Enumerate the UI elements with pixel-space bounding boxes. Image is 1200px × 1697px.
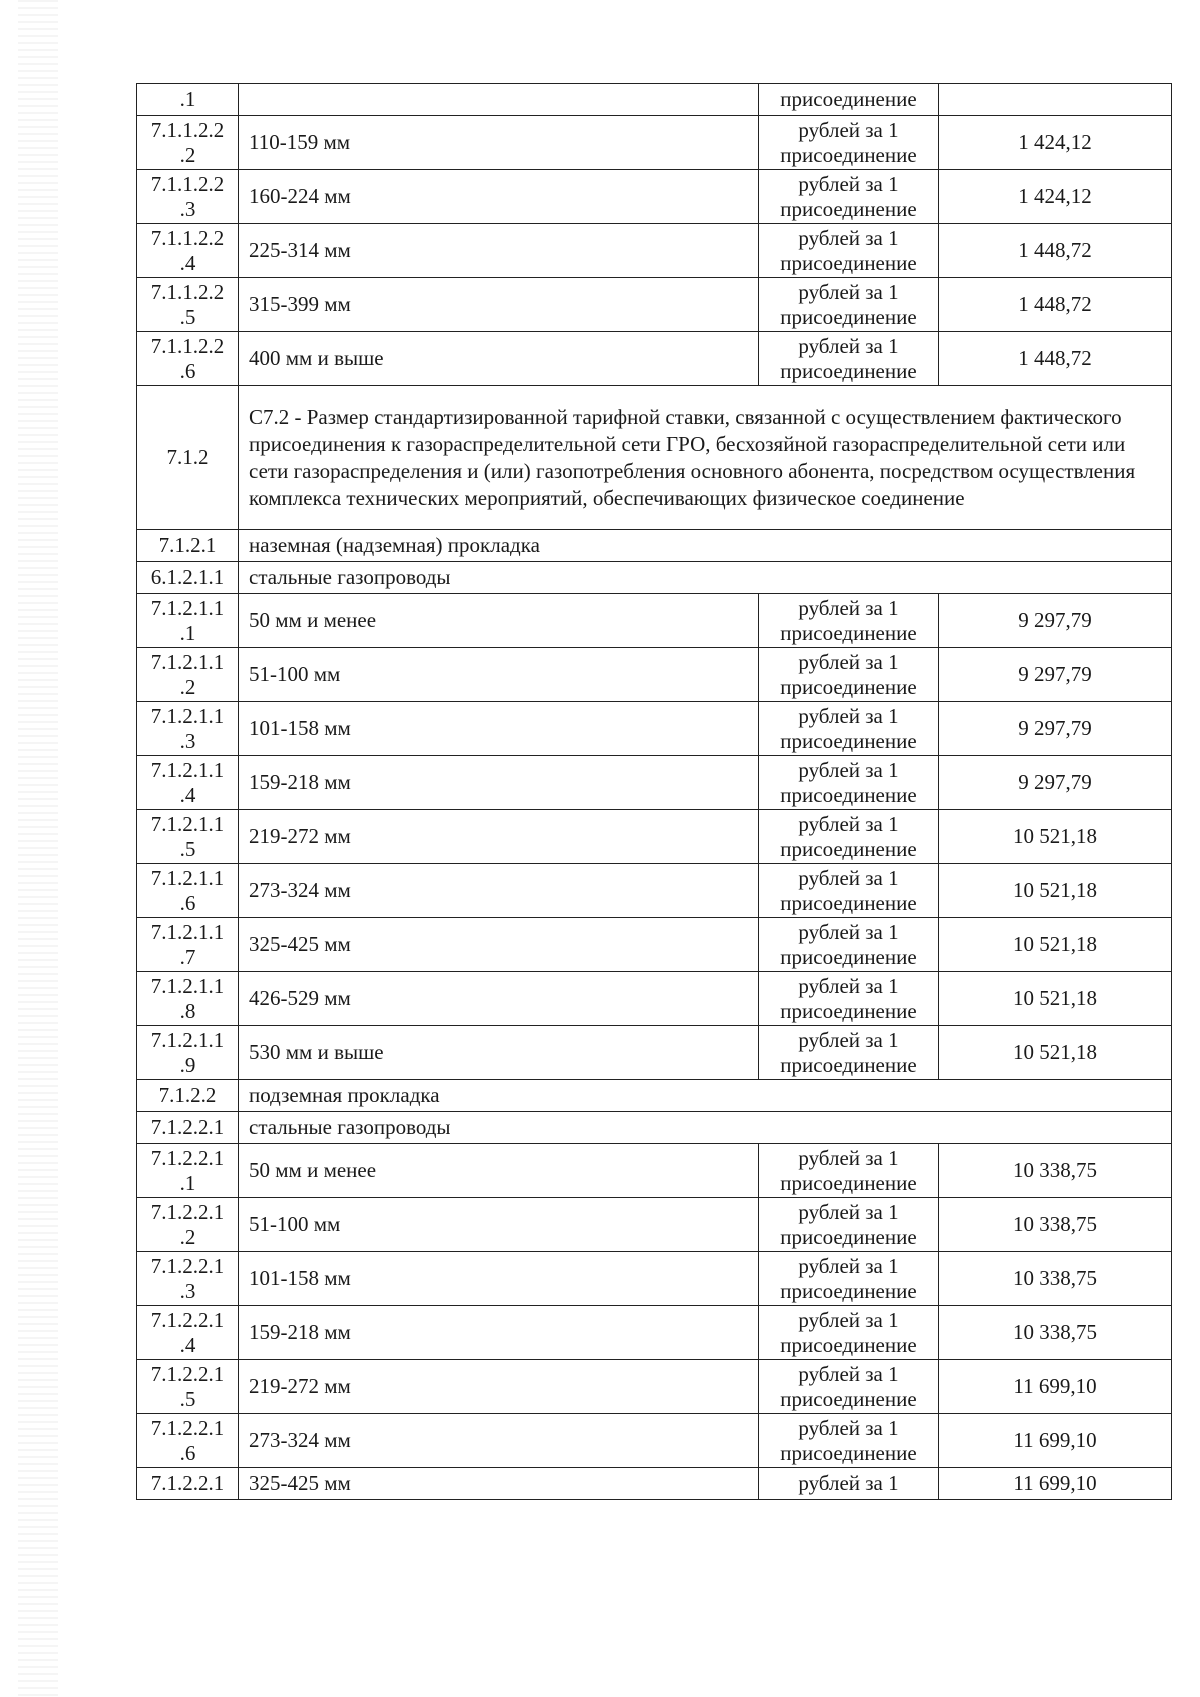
tariff-table (136, 83, 1172, 1500)
table-row (137, 386, 1172, 530)
row-code: 7.1.2.2.1 .6 (137, 1414, 239, 1468)
row-unit: рублей за 1 присоединение (759, 1306, 939, 1360)
row-unit: рублей за 1 присоединение (759, 594, 939, 648)
row-diameter: 219-272 мм (239, 1360, 759, 1414)
row-rate-value (939, 84, 1172, 116)
row-unit: рублей за 1 присоединение (759, 864, 939, 918)
table-row (137, 1026, 1172, 1080)
row-unit: рублей за 1 присоединение (759, 1414, 939, 1468)
row-code: 7.1.2.2 (137, 1080, 239, 1112)
row-unit: рублей за 1 присоединение (759, 648, 939, 702)
row-code: 7.1.2.2.1 (137, 1468, 239, 1500)
row-code: 7.1.2.1.1 .1 (137, 594, 239, 648)
row-code: 7.1.1.2.2 .4 (137, 224, 239, 278)
row-unit: рублей за 1 присоединение (759, 756, 939, 810)
row-code: 7.1.1.2.2 .6 (137, 332, 239, 386)
row-rate-value: 10 521,18 (939, 972, 1172, 1026)
row-rate-value: 10 521,18 (939, 810, 1172, 864)
table-row (137, 1414, 1172, 1468)
row-code: 7.1.2.1.1 .2 (137, 648, 239, 702)
row-diameter: 159-218 мм (239, 1306, 759, 1360)
section-title: наземная (надземная) прокладка (239, 530, 1172, 562)
table-row (137, 1144, 1172, 1198)
row-unit: рублей за 1 присоединение (759, 702, 939, 756)
row-code: 7.1.2.1.1 .3 (137, 702, 239, 756)
row-rate-value: 10 521,18 (939, 918, 1172, 972)
table-row (137, 278, 1172, 332)
row-rate-value: 1 424,12 (939, 170, 1172, 224)
row-code: 7.1.2 (137, 386, 239, 530)
row-diameter: 225-314 мм (239, 224, 759, 278)
table-row (137, 918, 1172, 972)
section-title: подземная прокладка (239, 1080, 1172, 1112)
row-unit: рублей за 1 присоединение (759, 1360, 939, 1414)
row-rate-value: 10 338,75 (939, 1198, 1172, 1252)
row-rate-value: 9 297,79 (939, 648, 1172, 702)
row-rate-value: 1 448,72 (939, 332, 1172, 386)
row-rate-value: 10 521,18 (939, 1026, 1172, 1080)
table-row (137, 864, 1172, 918)
row-code: 7.1.2.2.1 .3 (137, 1252, 239, 1306)
row-code: 7.1.2.1 (137, 530, 239, 562)
row-diameter: 51-100 мм (239, 1198, 759, 1252)
row-code: 7.1.2.1.1 .6 (137, 864, 239, 918)
table-row (137, 1080, 1172, 1112)
row-unit: рублей за 1 присоединение (759, 1026, 939, 1080)
row-description: С7.2 - Размер стандартизированной тарифной ставки, связанной с осуществлением фактического присоединения к газораспределительной сети ГРО, бесхозяйной газораспределительной сети или сети газораспределения и (или) газопотребления основного абонента, посредством осуществления комплекса технических мероприятий, обеспечивающих физическое соединение (239, 386, 1172, 530)
row-unit: рублей за 1 присоединение (759, 1252, 939, 1306)
row-code: 7.1.2.2.1 (137, 1112, 239, 1144)
row-unit: рублей за 1 присоединение (759, 972, 939, 1026)
row-diameter: 101-158 мм (239, 1252, 759, 1306)
table-row (137, 170, 1172, 224)
row-diameter: 50 мм и менее (239, 594, 759, 648)
row-diameter: 325-425 мм (239, 918, 759, 972)
row-diameter: 110-159 мм (239, 116, 759, 170)
row-rate-value: 1 424,12 (939, 116, 1172, 170)
row-rate-value: 1 448,72 (939, 278, 1172, 332)
row-unit: рублей за 1 присоединение (759, 918, 939, 972)
row-code: 7.1.2.1.1 .9 (137, 1026, 239, 1080)
row-diameter: 50 мм и менее (239, 1144, 759, 1198)
row-rate-value: 9 297,79 (939, 702, 1172, 756)
row-diameter: 400 мм и выше (239, 332, 759, 386)
row-diameter: 315-399 мм (239, 278, 759, 332)
row-diameter: 101-158 мм (239, 702, 759, 756)
row-diameter: 530 мм и выше (239, 1026, 759, 1080)
row-unit: рублей за 1 присоединение (759, 332, 939, 386)
row-rate-value: 9 297,79 (939, 594, 1172, 648)
row-code: 6.1.2.1.1 (137, 562, 239, 594)
row-rate-value: 9 297,79 (939, 756, 1172, 810)
table-row (137, 1252, 1172, 1306)
row-unit: рублей за 1 присоединение (759, 116, 939, 170)
section-title: стальные газопроводы (239, 1112, 1172, 1144)
row-rate-value: 10 338,75 (939, 1144, 1172, 1198)
table-row (137, 562, 1172, 594)
row-unit: рублей за 1 присоединение (759, 1198, 939, 1252)
row-unit: присоединение (759, 84, 939, 116)
row-diameter: 159-218 мм (239, 756, 759, 810)
row-unit: рублей за 1 присоединение (759, 810, 939, 864)
row-unit: рублей за 1 присоединение (759, 224, 939, 278)
row-rate-value: 10 521,18 (939, 864, 1172, 918)
table-row (137, 810, 1172, 864)
row-code: 7.1.2.1.1 .5 (137, 810, 239, 864)
row-code: 7.1.2.1.1 .8 (137, 972, 239, 1026)
table-row (137, 972, 1172, 1026)
table-row (137, 1360, 1172, 1414)
row-rate-value: 11 699,10 (939, 1414, 1172, 1468)
scan-edge-noise (18, 0, 58, 1697)
row-code: 7.1.2.1.1 .4 (137, 756, 239, 810)
row-diameter: 426-529 мм (239, 972, 759, 1026)
row-code: 7.1.2.2.1 .4 (137, 1306, 239, 1360)
row-unit: рублей за 1 (759, 1468, 939, 1500)
row-rate-value: 11 699,10 (939, 1360, 1172, 1414)
row-diameter: 219-272 мм (239, 810, 759, 864)
table-row (137, 594, 1172, 648)
table-row (137, 84, 1172, 116)
row-unit: рублей за 1 присоединение (759, 1144, 939, 1198)
row-diameter: 325-425 мм (239, 1468, 759, 1500)
row-rate-value: 10 338,75 (939, 1252, 1172, 1306)
table-row (137, 648, 1172, 702)
table-row (137, 224, 1172, 278)
section-title: стальные газопроводы (239, 562, 1172, 594)
row-rate-value: 1 448,72 (939, 224, 1172, 278)
row-unit: рублей за 1 присоединение (759, 170, 939, 224)
table-row (137, 1112, 1172, 1144)
row-diameter: 51-100 мм (239, 648, 759, 702)
table-row (137, 1198, 1172, 1252)
table-row (137, 332, 1172, 386)
row-code: 7.1.2.1.1 .7 (137, 918, 239, 972)
tariff-table-body (137, 84, 1172, 1500)
row-code: 7.1.1.2.2 .5 (137, 278, 239, 332)
row-rate-value: 11 699,10 (939, 1468, 1172, 1500)
row-code: 7.1.2.2.1 .2 (137, 1198, 239, 1252)
table-row (137, 756, 1172, 810)
row-code: 7.1.2.2.1 .5 (137, 1360, 239, 1414)
row-code: 7.1.1.2.2 .2 (137, 116, 239, 170)
row-diameter: 273-324 мм (239, 864, 759, 918)
row-code: .1 (137, 84, 239, 116)
table-row (137, 1468, 1172, 1500)
row-code: 7.1.1.2.2 .3 (137, 170, 239, 224)
row-code: 7.1.2.2.1 .1 (137, 1144, 239, 1198)
row-unit: рублей за 1 присоединение (759, 278, 939, 332)
row-diameter (239, 84, 759, 116)
row-diameter: 160-224 мм (239, 170, 759, 224)
table-row (137, 530, 1172, 562)
row-rate-value: 10 338,75 (939, 1306, 1172, 1360)
table-row (137, 1306, 1172, 1360)
table-row (137, 116, 1172, 170)
table-row (137, 702, 1172, 756)
row-diameter: 273-324 мм (239, 1414, 759, 1468)
